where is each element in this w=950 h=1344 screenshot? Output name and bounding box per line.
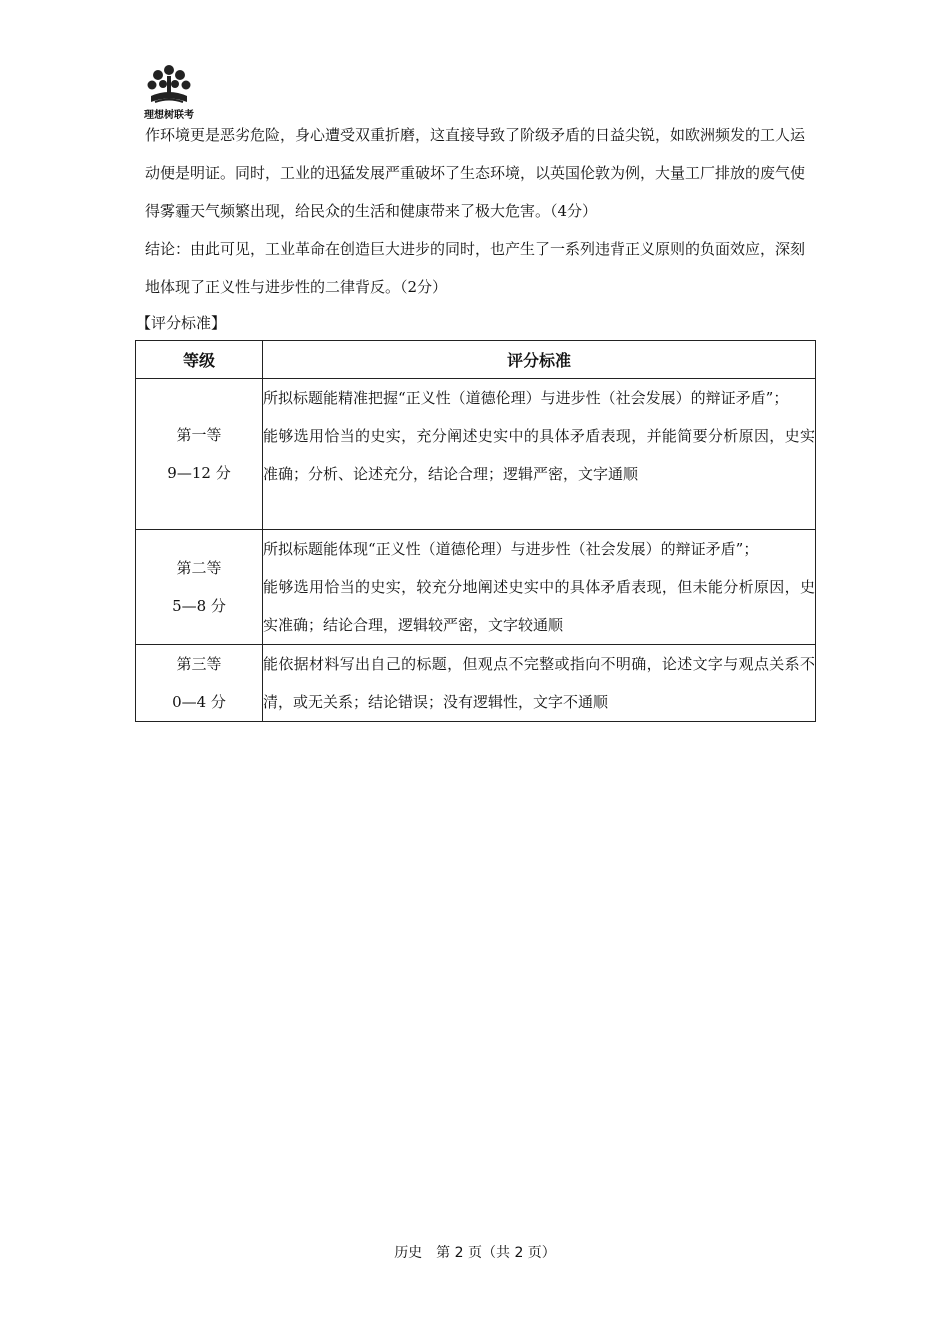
logo-text: 理想树联考	[144, 110, 194, 121]
level-score: 9—12 分	[167, 464, 231, 482]
level-cell	[136, 379, 263, 530]
criteria-text: 所拟标题能精准把握“正义性（道德伦理）与进步性（社会发展）的辩证矛盾”；	[263, 389, 789, 407]
level-name: 第三等	[176, 655, 222, 673]
grading-heading: 【评分标准】	[136, 314, 227, 332]
criteria-text-2: 能够选用恰当的史实，较充分地阐述史实中的具体矛盾表现，但未能分析原因，史实准确；结论合理，逻辑较严密，文字较通顺	[263, 578, 815, 634]
level-score: 5—8 分	[172, 597, 226, 615]
level-cell	[136, 530, 263, 645]
level-score: 0—4 分	[172, 693, 226, 711]
criteria-cell	[263, 530, 816, 645]
body-paragraph-1: 作环境更是恶劣危险，身心遭受双重折磨，这直接导致了阶级矛盾的日益尖锐，如欧洲频发的工人运动便是明证。同时，工业的迅猛发展严重破坏了生态环境，以英国伦敦为例，大量工厂排放的废气使得雾霾天气频繁出现，给民众的生活和健康带来了极大危害。（4分）	[145, 126, 806, 220]
column-header-criteria: 评分标准	[263, 341, 816, 379]
column-header-level: 等级	[136, 341, 263, 379]
table-header-row	[136, 341, 816, 379]
criteria-text: 能依据材料写出自己的标题，但观点不完整或指向不明确，论述文字与观点关系不清，或无关系；结论错误；没有逻辑性，文字不通顺	[263, 655, 815, 711]
table-row	[136, 530, 816, 645]
table-row	[136, 645, 816, 722]
criteria-text-2: 能够选用恰当的史实，充分阐述史实中的具体矛盾表现，并能简要分析原因，史实准确；分析、论述充分，结论合理；逻辑严密，文字通顺	[263, 427, 815, 483]
level-name: 第二等	[176, 559, 222, 577]
table-row	[136, 379, 816, 530]
page-footer: 历史 第 2 页（共 2 页）	[394, 1245, 556, 1261]
level-name: 第一等	[176, 426, 222, 444]
criteria-text: 所拟标题能体现“正义性（道德伦理）与进步性（社会发展）的辩证矛盾”；	[263, 540, 759, 558]
level-cell	[136, 645, 263, 722]
grading-table	[135, 340, 816, 722]
body-paragraph-2: 结论：由此可见，工业革命在创造巨大进步的同时，也产生了一系列违背正义原则的负面效应，深刻地体现了正义性与进步性的二律背反。（2分）	[145, 240, 806, 296]
criteria-cell	[263, 379, 816, 530]
criteria-cell	[263, 645, 816, 722]
